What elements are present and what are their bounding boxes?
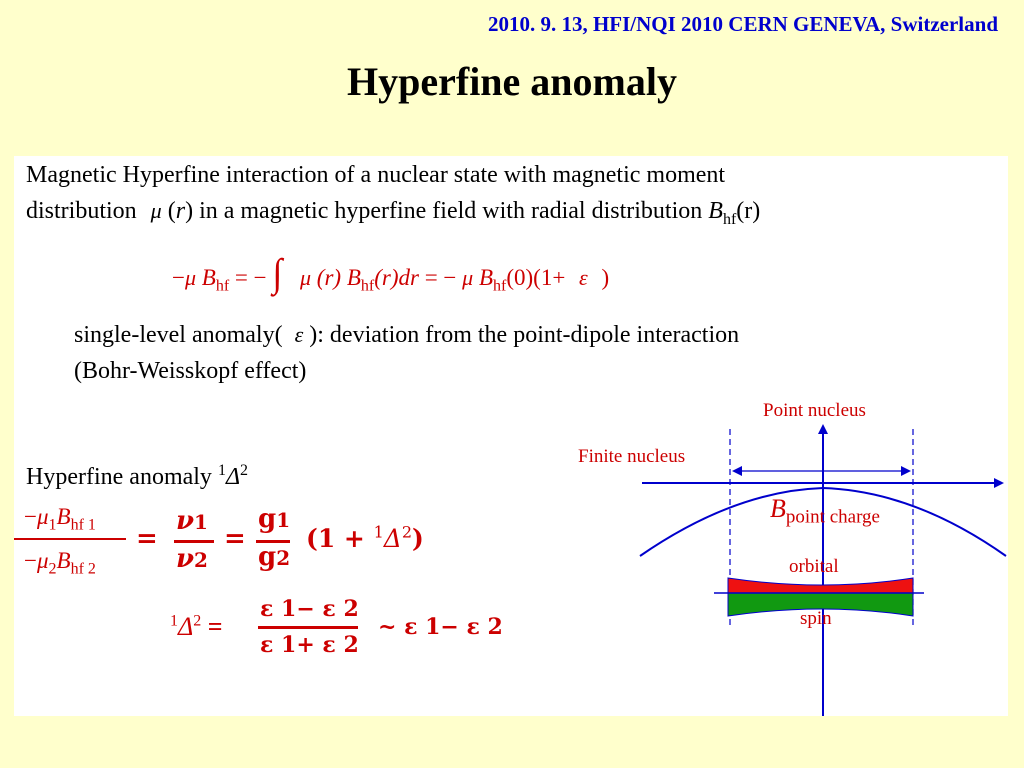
ratio-denominator xyxy=(24,548,96,578)
nu1 xyxy=(176,506,208,536)
nu2-sub: 2 xyxy=(194,548,208,572)
g1 xyxy=(258,504,290,534)
integral-sign: ∫ xyxy=(272,251,283,295)
eq1-rhs-tail: (0)(1+ xyxy=(506,265,566,290)
eq1-r-paren: (r) xyxy=(316,265,342,290)
delta-approximation: ~ ε 1− ε 2 xyxy=(378,614,503,640)
ratio-num-minus: − xyxy=(24,504,37,529)
eq1-lhs-minus: − xyxy=(172,265,185,290)
nu1-symbol: ν xyxy=(176,506,195,536)
ratio-num-hf: hf 1 xyxy=(70,516,96,534)
eq1-close: ) xyxy=(601,265,610,290)
eq1-lhs-b: B xyxy=(201,265,216,290)
finite-nucleus-label: Finite nucleus xyxy=(578,446,686,467)
correction-pre-sup: 1 xyxy=(373,522,384,542)
b-point-sub: point charge xyxy=(785,506,880,528)
delta-symbol: Δ xyxy=(178,612,194,641)
eq1-lhs-hf: hf xyxy=(215,277,230,295)
correction-post-sup: 2 xyxy=(401,522,413,542)
eq1-rhs-b: B xyxy=(478,265,494,290)
single-level-prefix: single-level anomaly( xyxy=(74,322,283,348)
g2-sub: 2 xyxy=(276,546,291,570)
eq1-rhs-equals: = − xyxy=(424,265,457,290)
intro-line-2 xyxy=(26,194,760,228)
ratio-den-hf: hf 2 xyxy=(70,560,96,578)
delta-numerator: ε 1− ε 2 xyxy=(260,596,359,622)
delta-post-sup: 2 xyxy=(193,612,202,630)
nu2 xyxy=(176,544,208,574)
ratio-den-mu: μ xyxy=(36,548,49,573)
correction-open: (1 + xyxy=(306,524,365,553)
correction-close: ) xyxy=(412,524,424,553)
paren-close: ) xyxy=(185,198,194,224)
intro-line-1: Magnetic Hyperfine interaction of a nuclear state with magnetic moment xyxy=(26,162,726,188)
eq1-b: B xyxy=(346,265,361,290)
eq1-hf: hf xyxy=(360,277,375,295)
orbital-band xyxy=(728,578,913,593)
orbital-label: orbital xyxy=(789,556,839,577)
ratio-den-sub: 2 xyxy=(48,560,57,578)
eq1-epsilon: ε xyxy=(579,265,588,290)
nu-fraction-bar xyxy=(174,540,214,543)
delta-denominator: ε 1+ ε 2 xyxy=(260,632,359,658)
ratio-num-b: B xyxy=(56,504,71,529)
b-point-symbol: B xyxy=(770,494,786,523)
intro-r-suffix: (r) xyxy=(736,198,761,224)
eq1-lhs-mu: μ xyxy=(184,265,197,290)
delta-pre-sup: 1 xyxy=(170,612,178,630)
mu-symbol: μ xyxy=(150,198,162,223)
content-panel xyxy=(14,156,1008,716)
single-level-epsilon: ε xyxy=(294,322,304,347)
ratio-num-mu: μ xyxy=(36,504,49,529)
intro-distribution-word: distribution xyxy=(26,198,137,224)
single-level-line-1 xyxy=(74,318,739,352)
g2-symbol: g xyxy=(258,542,277,572)
r-variable: r xyxy=(175,198,186,224)
eq1-rdr: (r)dr xyxy=(374,265,419,290)
single-level-line-2: (Bohr-Weisskopf effect) xyxy=(74,358,307,384)
delta-equals: = xyxy=(207,612,223,641)
delta-lhs xyxy=(170,612,223,642)
g1-symbol: g xyxy=(258,504,277,534)
ratio-numerator xyxy=(24,504,96,534)
b-symbol: B xyxy=(708,198,723,224)
slide-title: Hyperfine anomaly xyxy=(347,59,677,104)
event-header: 2010. 9. 13, HFI/NQI 2010 CERN GENEVA, Switzerland xyxy=(487,12,998,36)
ratio-num-sub: 1 xyxy=(48,516,57,534)
ratio-fraction-bar xyxy=(14,538,126,540)
paren-open: ( xyxy=(167,198,176,224)
eq1-rhs-mu: μ xyxy=(462,265,474,290)
delta-fraction-bar xyxy=(258,626,358,629)
b-point-charge-label xyxy=(770,494,880,528)
g2 xyxy=(258,542,290,572)
g1-sub: 1 xyxy=(276,508,291,532)
point-nucleus-label: Point nucleus xyxy=(763,400,866,421)
intro-middle-text: in a magnetic hyperfine field with radial distribution xyxy=(199,198,703,224)
correction-delta: Δ xyxy=(383,524,402,553)
interaction-equation xyxy=(172,251,610,295)
anomaly-heading-delta: Δ xyxy=(225,464,241,490)
ratio-den-b: B xyxy=(56,548,71,573)
nu1-sub: 1 xyxy=(194,510,208,534)
eq1-rhs-hf: hf xyxy=(493,277,507,295)
anomaly-heading-sup2: 2 xyxy=(240,462,249,479)
single-level-suffix: ): deviation from the point-dipole interaction xyxy=(309,322,740,348)
ratio-den-minus: − xyxy=(24,548,37,573)
anomaly-heading-text: Hyperfine anomaly xyxy=(26,464,212,490)
eq1-equals-minus: = − xyxy=(234,265,267,290)
nu2-symbol: ν xyxy=(176,544,195,574)
anomaly-heading-sup1: 1 xyxy=(217,462,226,479)
hf-subscript: hf xyxy=(722,210,737,228)
ratio-equals-1: = xyxy=(136,524,158,554)
spin-label: spin xyxy=(800,608,832,629)
correction-factor xyxy=(306,524,424,553)
ratio-equals-2: = xyxy=(224,524,246,554)
eq1-mu: μ xyxy=(300,265,312,290)
anomaly-heading xyxy=(26,460,248,494)
